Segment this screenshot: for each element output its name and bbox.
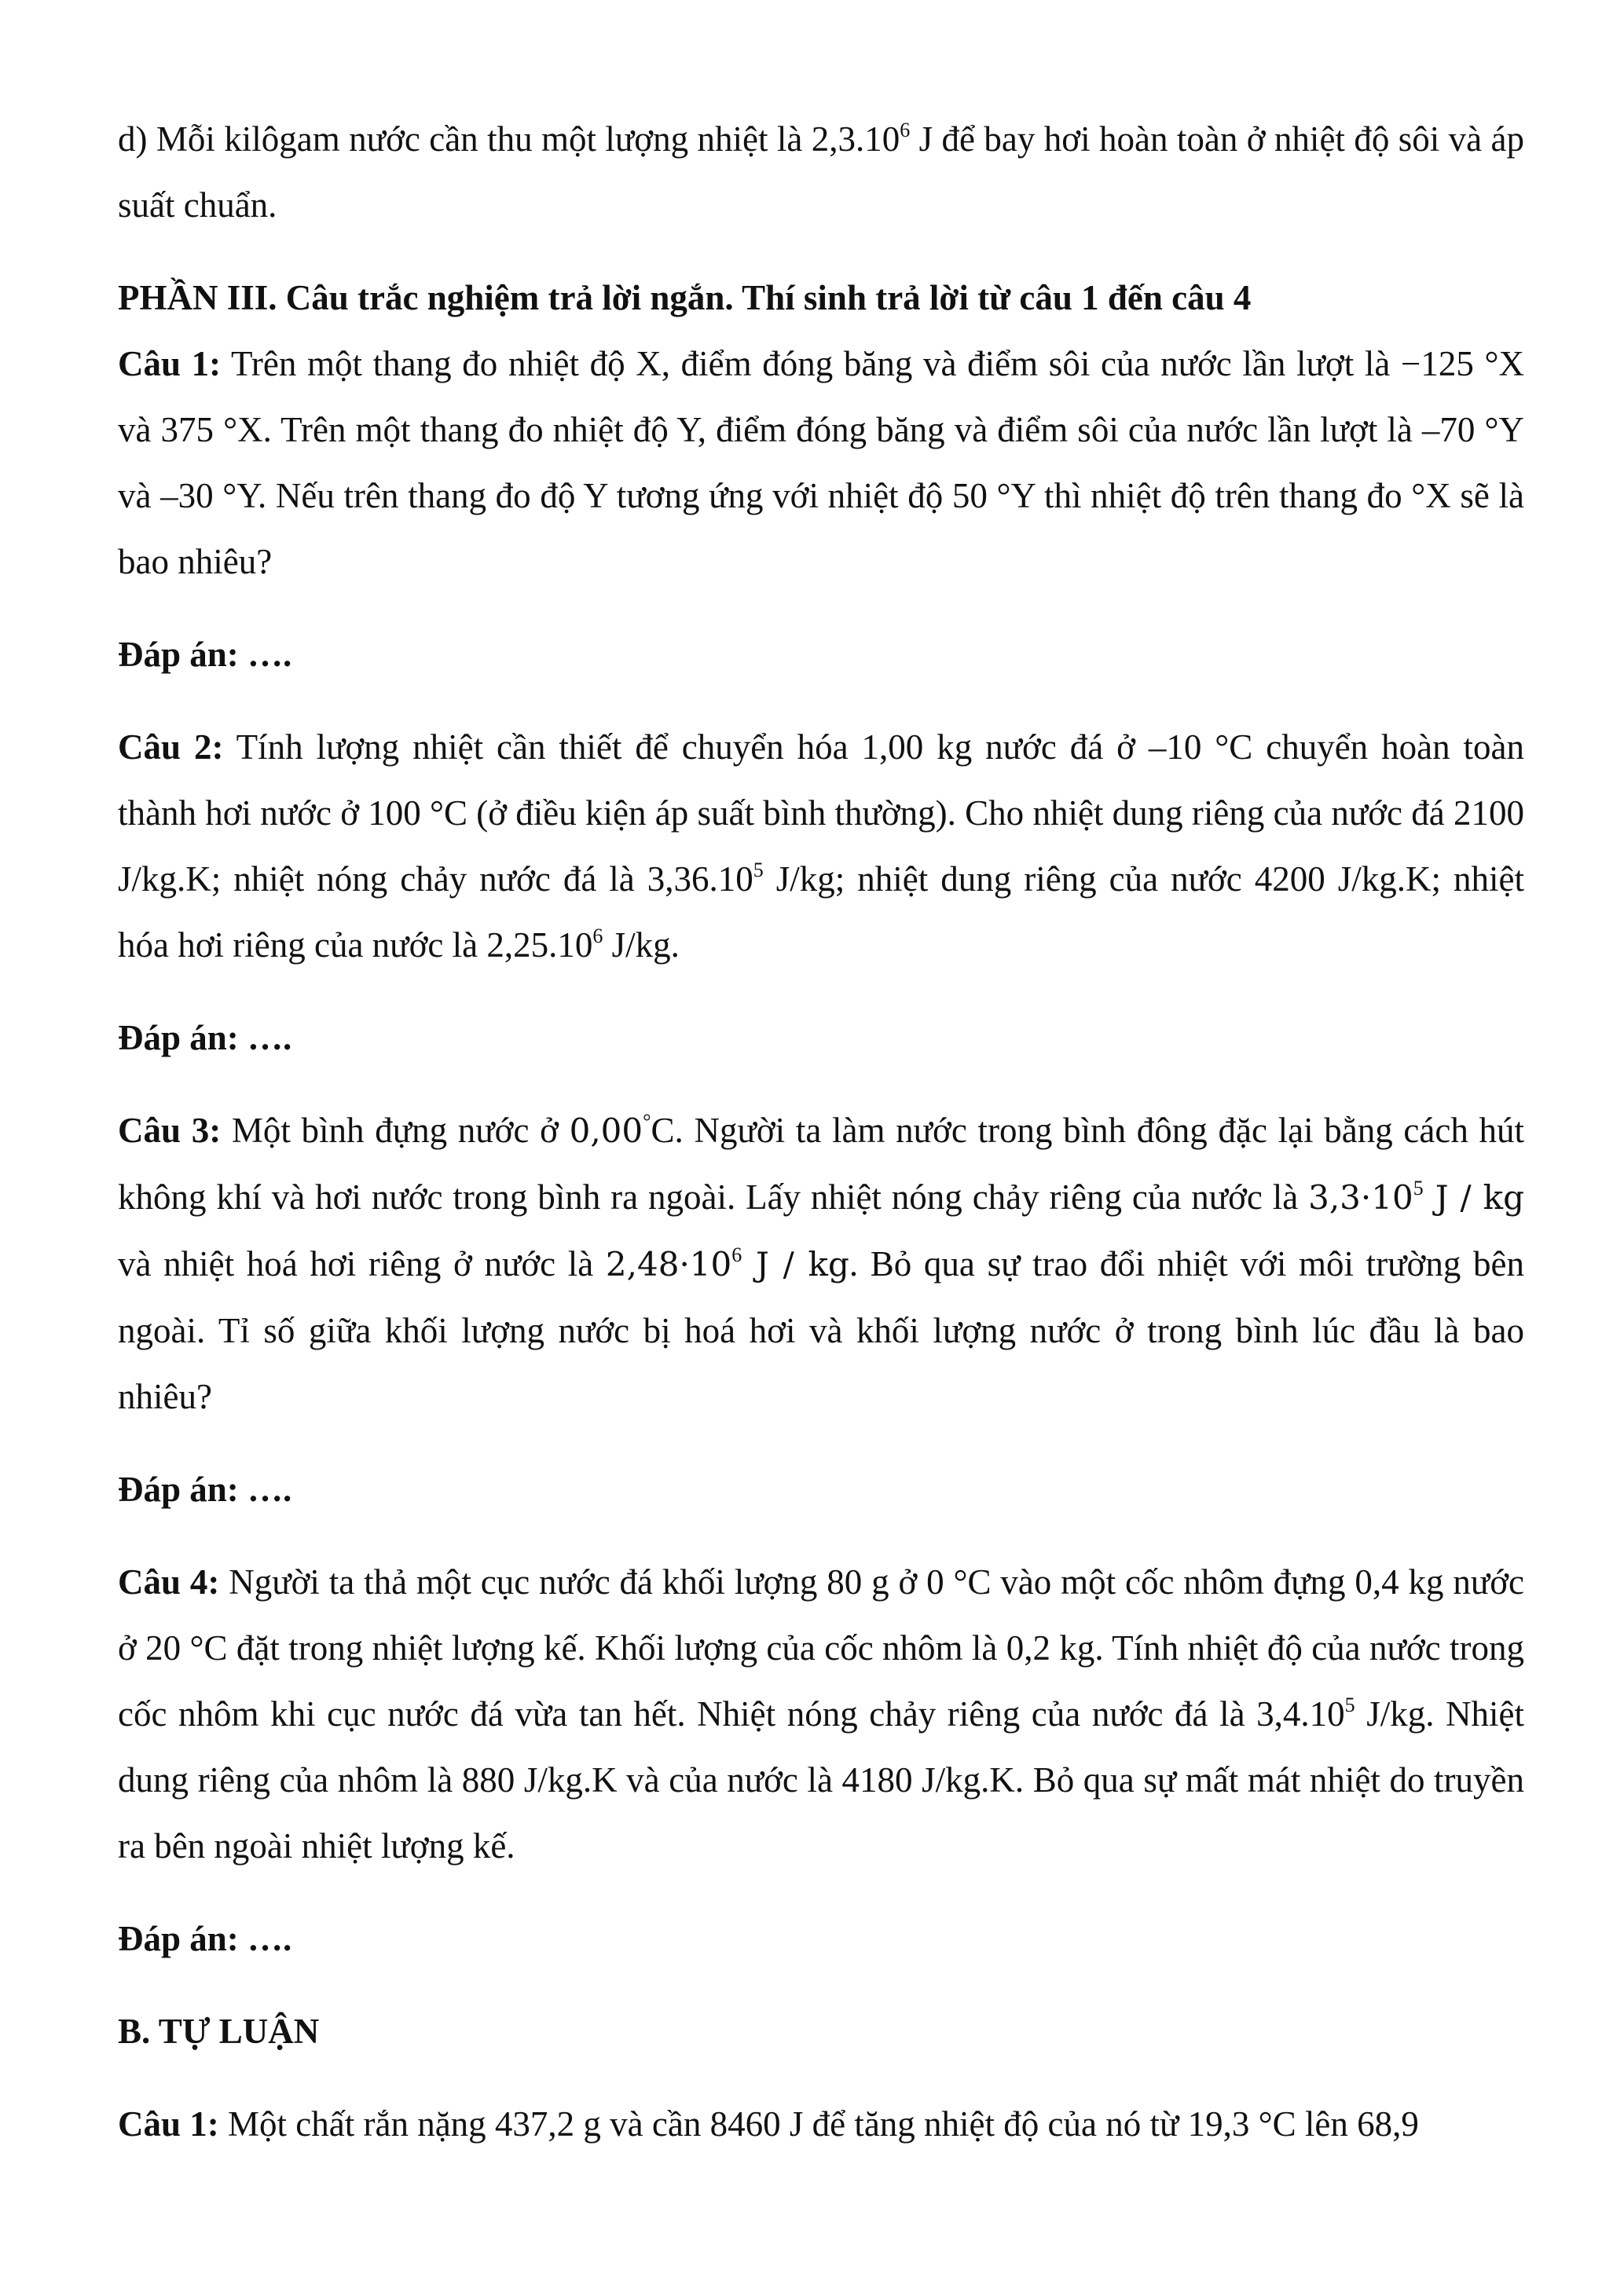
question-3-text-end: . Bỏ qua sự trao đổi nhiệt với môi trường bên ngoài. Tỉ số giữa khối lượng nước bị hoá hơi và khối lượng nước ở trong bình lúc đầu là bao nhiêu? — [118, 1244, 1524, 1416]
vaporization-heat-unit: J / kg — [742, 1245, 849, 1283]
section-b-heading — [118, 1998, 1524, 2064]
question-1 — [118, 331, 1524, 595]
question-4-label: Câu 4: — [118, 1562, 220, 1602]
question-4 — [118, 1549, 1524, 1879]
question-3-text-mid: và nhiệt hoá hơi riêng ở nước là — [118, 1244, 606, 1283]
item-d-text-end: J để bay hơi hoàn toàn ở nhiệt độ sôi và áp suất chuẩn. — [118, 119, 1524, 225]
item-d — [118, 106, 1524, 238]
exponent: 5 — [753, 859, 764, 881]
exponent: 6 — [900, 119, 911, 141]
essay-question-1 — [118, 2091, 1524, 2157]
answer-label: Đáp án: …. — [118, 1919, 292, 1958]
essay-question-1-label: Câu 1: — [118, 2104, 219, 2144]
question-2-label: Câu 2: — [118, 727, 224, 767]
question-1-text: Trên một thang đo nhiệt độ X, điểm đóng băng và điểm sôi của nước lần lượt là −125 °X và 375 °X. Trên một thang đo nhiệt độ Y, điểm đóng băng và điểm sôi của nước lần lượt là –70 °Y và –30 °Y. Nếu trên thang đo độ Y tương ứng với nhiệt độ 50 °Y thì nhiệt độ trên thang đo °X sẽ là bao nhiêu? — [118, 344, 1525, 581]
question-2-text-cont: J/kg; nhiệt dung riêng của nước 4200 J/kg.K; nhiệt hóa hơi riêng của nước là 2,25.10 — [118, 859, 1524, 965]
answer-label: Đáp án: …. — [118, 635, 292, 674]
question-2-text: Tính lượng nhiệt cần thiết để chuyển hóa 1,00 kg nước đá ở –10 °C chuyển hoàn toàn thành hơi nước ở 100 °C (ở điều kiện áp suất bình thường). Cho nhiệt dung riêng của nước đá 2100 J/kg.K; nhiệt nóng chảy nước đá là 3,36.10 — [118, 727, 1525, 899]
answer-label: Đáp án: …. — [118, 1018, 292, 1057]
item-d-text: d) Mỗi kilôgam nước cần thu một lượng nhiệt là 2,3.10 — [118, 119, 900, 159]
essay-question-1-text: Một chất rắn nặng 437,2 g và cần 8460 J để tăng nhiệt độ của nó từ 19,3 °C lên 68,9 — [218, 2104, 1419, 2144]
exponent: 6 — [731, 1243, 742, 1266]
document-page — [118, 106, 1524, 2157]
answer-1 — [118, 621, 1524, 687]
question-3-text-cont: C. Người ta làm nước trong bình đông đặc lại bằng cách hút không khí và hơi nước trong bình ra ngoài. Lấy nhiệt nóng chảy riêng của nước là — [118, 1111, 1524, 1217]
exponent: 6 — [592, 925, 603, 947]
degree-sign: ° — [643, 1110, 651, 1133]
vaporization-heat-value: 2,48·10 — [605, 1245, 732, 1283]
question-3 — [118, 1097, 1524, 1430]
answer-3 — [118, 1456, 1524, 1522]
question-4-text: Người ta thả một cục nước đá khối lượng 80 g ở 0 °C vào một cốc nhôm đựng 0,4 kg nước ở 20 °C đặt trong nhiệt lượng kế. Khối lượng của cốc nhôm là 0,2 kg. Tính nhiệt độ của nước trong cốc nhôm khi cục nước đá vừa tan hết. Nhiệt nóng chảy riêng của nước đá là 3,4.10 — [118, 1562, 1524, 1734]
question-3-text: Một bình đựng nước ở — [221, 1111, 570, 1150]
answer-2 — [118, 1005, 1524, 1071]
temperature-value: 0,00 — [569, 1111, 643, 1150]
answer-4 — [118, 1906, 1524, 1972]
melting-heat-unit: J / kg — [1423, 1178, 1524, 1217]
answer-label: Đáp án: …. — [118, 1470, 292, 1509]
question-3-label: Câu 3: — [118, 1111, 222, 1150]
question-2-text-end: J/kg. — [603, 925, 680, 965]
question-1-label: Câu 1: — [118, 344, 222, 383]
exponent: 5 — [1344, 1694, 1355, 1716]
question-2 — [118, 714, 1524, 978]
exponent: 5 — [1413, 1177, 1424, 1199]
part3-heading-text: PHẦN III. Câu trắc nghiệm trả lời ngắn. Thí sinh trả lời từ câu 1 đến câu 4 — [118, 278, 1252, 317]
melting-heat-value: 3,3·10 — [1308, 1178, 1413, 1217]
section-b-title: B. TỰ LUẬN — [118, 2012, 320, 2051]
part3-heading — [118, 265, 1524, 331]
question-4-text-end: J/kg. Nhiệt dung riêng của nhôm là 880 J/kg.K và của nước là 4180 J/kg.K. Bỏ qua sự mất mát nhiệt do truyền ra bên ngoài nhiệt lượng kế. — [118, 1694, 1524, 1866]
